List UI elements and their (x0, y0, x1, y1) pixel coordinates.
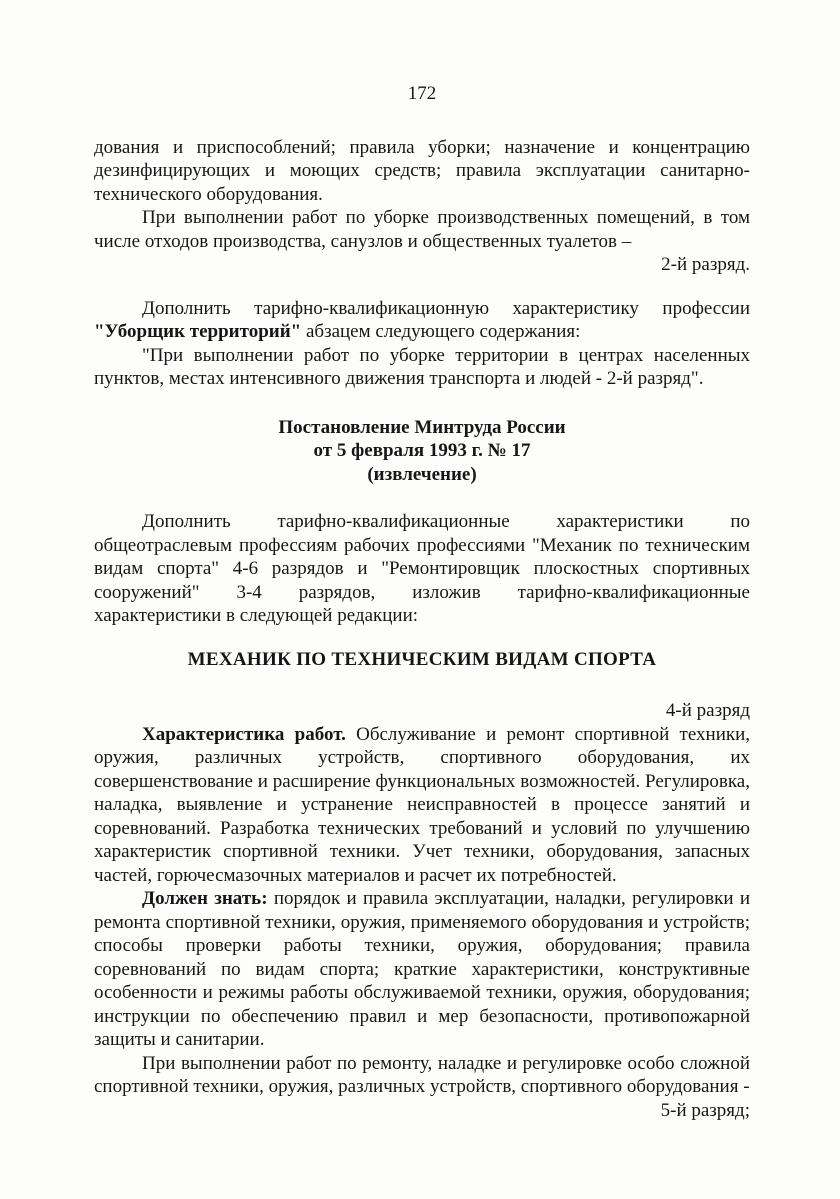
decree-heading (94, 416, 750, 487)
page-number: 172 (407, 83, 437, 104)
must-know-text: порядок и правила эксплуатации, наладки, регулировки и ремонта спортивной техники, оружия, применяемого оборудования и устройств; способы проверки работы техники, оружия, оборудования; правила соревнований по видам спорта; краткие характеристики, конструктивные особенности и режимы работы обслуживаемой техники, оружия, оборудования; инструкции по обеспечению правил и мер безопасности, противопожарной защиты и санитарии. (94, 888, 750, 1050)
paragraph-job-characteristics (94, 723, 750, 888)
paragraph-territory-quote: "При выполнении работ по уборке территории в центрах населенных пунктов, местах интенсивного движения транспорта и людей - 2-й разряд". (94, 344, 750, 389)
must-know-lead: Должен знать: (142, 888, 268, 909)
decree-date-line: от 5 февраля 1993 г. № 17 (313, 440, 531, 461)
job-characteristics-text: Обслуживание и ремонт спортивной техники, оружия, различных устройств, спортивного оборудования, их совершенствование и расширение функциональных возможностей. Регулировка, наладка, выявление и устранение неисправностей в процессе занятий и соревнований. Разработка технических требований и условий по улучшению характеристик спортивной техники. Учет техники, оборудования, запасных частей, горючесмазочных материалов и расчет их потребностей. (94, 723, 751, 886)
decree-title-line: Постановление Минтруда России (278, 416, 566, 438)
territory-profession-name: "Уборщик территорий" (94, 321, 302, 342)
paragraph-grade-5 (94, 1052, 750, 1121)
industrial-cleaning-text: При выполнении работ по уборке производственных помещений, в том числе отходов производства, санузлов и общественных туалетов – (94, 207, 750, 252)
grade-5-text: При выполнении работ по ремонту, наладке и регулировке особо сложной спортивной техники, оружия, различных устройств, спортивного оборудования - (94, 1052, 750, 1097)
territory-amendment-lead: Дополнить тарифно-квалификационную характеристику профессии (142, 297, 750, 319)
grade-2-label: 2-й разряд. (661, 254, 750, 275)
paragraph-industrial-cleaning (94, 206, 750, 277)
paragraph-equipment-rules: дования и приспособлений; правила уборки; назначение и концентрацию дезинфицирующих и моющих средств; правила эксплуатации санитарно-технического оборудования. (94, 136, 750, 205)
job-characteristics-lead: Характеристика работ. (142, 723, 346, 745)
paragraph-must-know (94, 887, 750, 1052)
territory-amendment-tail: абзацем следующего содержания: (301, 321, 581, 342)
grade-5-label: 5-й разряд; (660, 1099, 750, 1121)
decree-extract-line: (извлечение) (367, 463, 477, 485)
grade-4-label: 4-й разряд (665, 700, 750, 721)
paragraph-decree-intro: Дополнить тарифно-квалификационные характеристики по общеотраслевым профессиям рабочих профессиями "Механик по техническим видам спорта" 4-6 разрядов и "Ремонтировщик плоскостных спортивных сооружений" 3-4 разрядов, изложив тарифно-квалификационные характеристики в следующей редакции: (94, 511, 750, 626)
paragraph-territory-amendment (94, 297, 750, 344)
profession-heading: МЕХАНИК ПО ТЕХНИЧЕСКИМ ВИДАМ СПОРТА (187, 648, 657, 670)
